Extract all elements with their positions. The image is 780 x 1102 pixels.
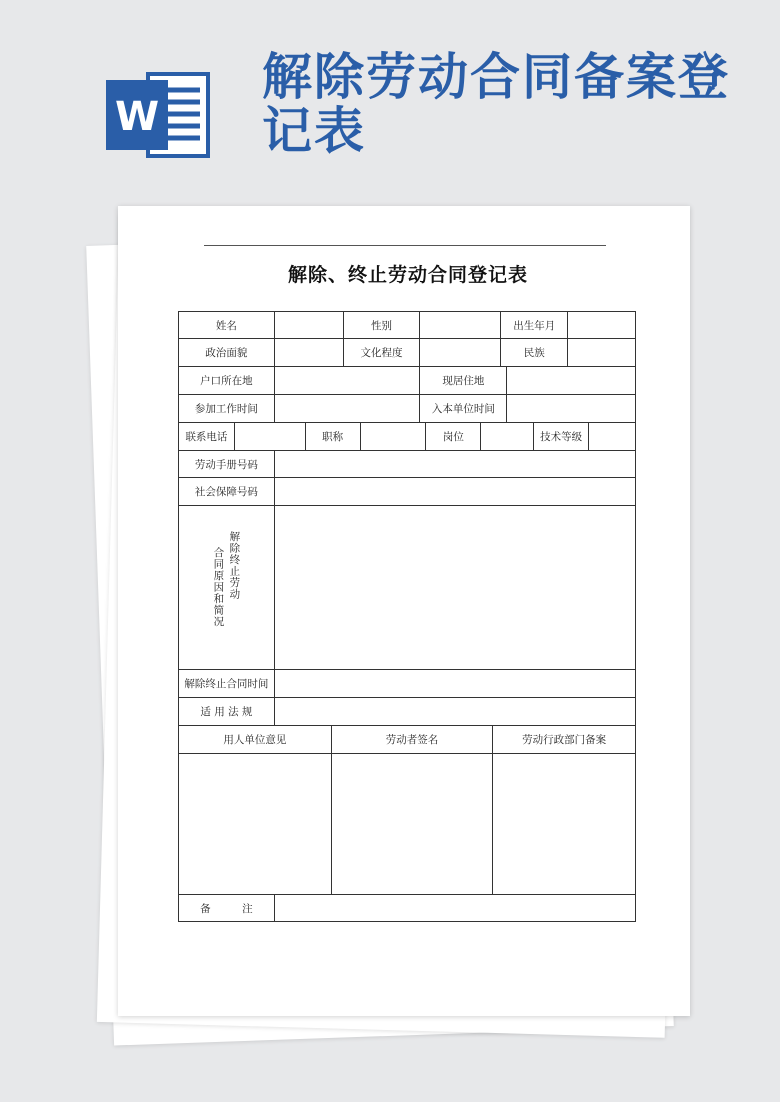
field-employer-opinion[interactable] <box>179 754 332 894</box>
label-work-start: 参加工作时间 <box>179 395 275 422</box>
table-row <box>178 422 636 450</box>
word-document-icon <box>106 68 210 162</box>
word-icon-letter: W <box>114 94 160 140</box>
registration-form-table <box>178 311 636 922</box>
field-applicable-law[interactable] <box>275 698 636 725</box>
field-labor-dept-record[interactable] <box>493 754 636 894</box>
label-residence: 现居住地 <box>420 367 507 394</box>
field-post[interactable] <box>481 423 534 450</box>
label-remarks: 备 注 <box>179 895 275 921</box>
label-education: 文化程度 <box>344 339 421 366</box>
label-ethnicity: 民族 <box>501 339 568 366</box>
table-row <box>178 725 636 753</box>
field-ethnicity[interactable] <box>568 339 636 366</box>
banner-title: 解除劳动合同备案登记表 <box>262 48 730 160</box>
label-political: 政治面貌 <box>179 339 275 366</box>
table-row <box>178 311 636 338</box>
reason-label-col1: 解除终止劳动 <box>228 531 241 601</box>
label-labor-handbook: 劳动手册号码 <box>179 451 275 477</box>
label-employer-opinion: 用人单位意见 <box>179 726 332 753</box>
label-worker-signature: 劳动者签名 <box>332 726 494 753</box>
table-row <box>178 450 636 477</box>
label-termination-time: 解除终止合同时间 <box>179 670 275 697</box>
table-row <box>178 894 636 922</box>
label-join-date: 入本单位时间 <box>420 395 507 422</box>
table-row <box>178 394 636 422</box>
table-row <box>178 366 636 394</box>
table-row <box>178 338 636 366</box>
field-labor-handbook[interactable] <box>275 451 636 477</box>
field-hukou[interactable] <box>275 367 421 394</box>
label-name: 姓名 <box>179 312 275 338</box>
table-row <box>178 505 636 669</box>
field-name[interactable] <box>275 312 344 338</box>
field-political[interactable] <box>275 339 344 366</box>
table-row <box>178 669 636 697</box>
field-residence[interactable] <box>507 367 636 394</box>
field-title[interactable] <box>361 423 427 450</box>
label-tech-level: 技术等级 <box>534 423 589 450</box>
label-phone: 联系电话 <box>179 423 235 450</box>
label-social-security: 社会保障号码 <box>179 478 275 505</box>
field-termination-time[interactable] <box>275 670 636 697</box>
label-birth: 出生年月 <box>501 312 568 338</box>
label-hukou: 户口所在地 <box>179 367 275 394</box>
table-row <box>178 477 636 505</box>
field-social-security[interactable] <box>275 478 636 505</box>
form-title: 解除、终止劳动合同登记表 <box>287 264 528 286</box>
label-applicable-law: 适 用 法 规 <box>179 698 275 725</box>
table-row <box>178 753 636 894</box>
header-rule <box>204 245 606 246</box>
field-join-date[interactable] <box>507 395 636 422</box>
reason-label-col2: 合同原因和简况 <box>212 547 225 628</box>
field-education[interactable] <box>420 339 501 366</box>
field-phone[interactable] <box>235 423 306 450</box>
field-remarks[interactable] <box>275 895 636 921</box>
label-gender: 性别 <box>344 312 421 338</box>
label-post: 岗位 <box>426 423 481 450</box>
field-work-start[interactable] <box>275 395 421 422</box>
table-row <box>178 697 636 725</box>
field-birth[interactable] <box>568 312 636 338</box>
label-labor-dept-record: 劳动行政部门备案 <box>493 726 636 753</box>
label-termination-reason <box>179 506 275 669</box>
field-termination-reason[interactable] <box>275 506 636 669</box>
field-worker-signature[interactable] <box>332 754 494 894</box>
field-tech-level[interactable] <box>589 423 636 450</box>
label-title: 职称 <box>306 423 361 450</box>
field-gender[interactable] <box>420 312 501 338</box>
